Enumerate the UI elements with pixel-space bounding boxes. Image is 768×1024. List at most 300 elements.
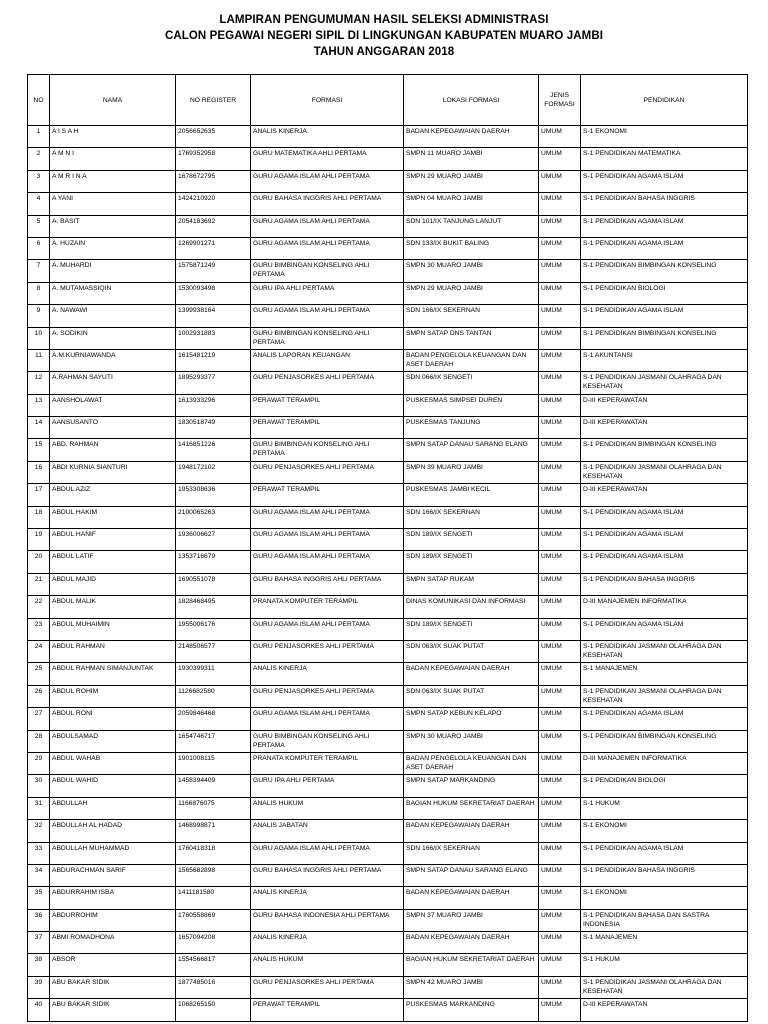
cell-formasi: GURU BAHASA INDONESIA AHLI PERTAMA <box>251 909 404 931</box>
cell-formasi: GURU AGAMA ISLAM AHLI PERTAMA <box>251 237 404 259</box>
table-row <box>28 372 748 394</box>
cell-no: 30 <box>28 775 50 797</box>
cell-nama: ABDULLAH AL HADAD <box>50 820 176 842</box>
cell-formasi: GURU AGAMA ISLAM AHLI PERTAMA <box>251 618 404 640</box>
cell-register: 1953308636 <box>176 484 251 506</box>
cell-formasi: GURU BAHASA INGGRIS AHLI PERTAMA <box>251 573 404 595</box>
cell-formasi: ANALIS KINERJA <box>251 932 404 954</box>
table-row <box>28 148 748 170</box>
cell-nama: ABDUL MUHAIMIN <box>50 618 176 640</box>
cell-nama: ABDUL MALIK <box>50 596 176 618</box>
cell-no: 38 <box>28 954 50 976</box>
table-row <box>28 327 748 349</box>
cell-register: 1830518749 <box>176 417 251 439</box>
cell-no: 23 <box>28 618 50 640</box>
cell-lokasi: SMPN 42 MUARO JAMBI <box>404 976 539 998</box>
cell-nama: ABDUL RONI <box>50 708 176 730</box>
cell-no: 4 <box>28 193 50 215</box>
cell-lokasi: SDN 166/IX SEKERNAN <box>404 506 539 528</box>
cell-no: 5 <box>28 215 50 237</box>
cell-register: 1690551078 <box>176 573 251 595</box>
cell-lokasi: BADAN KEPEGAWAIAN DAERAH <box>404 663 539 685</box>
cell-jenis: UMUM <box>539 282 581 304</box>
cell-jenis: UMUM <box>539 954 581 976</box>
cell-lokasi: SMPN 30 MUARO JAMBI <box>404 260 539 282</box>
cell-pendidikan: S-1 PENDIDIKAN AGAMA ISLAM <box>581 215 748 237</box>
cell-nama: ABDULLAH <box>50 797 176 819</box>
cell-no: 35 <box>28 887 50 909</box>
cell-nama: ABU BAKAR SIDIK <box>50 976 176 998</box>
cell-register: 1955006176 <box>176 618 251 640</box>
cell-formasi: GURU IPA AHLI PERTAMA <box>251 775 404 797</box>
cell-no: 27 <box>28 708 50 730</box>
cell-lokasi: SDN 189/IX SENGETI <box>404 618 539 640</box>
cell-nama: ABDUL MAJID <box>50 573 176 595</box>
cell-jenis: UMUM <box>539 193 581 215</box>
table-row <box>28 842 748 864</box>
table-row <box>28 237 748 259</box>
document-title-line-1: LAMPIRAN PENGUMUMAN HASIL SELEKSI ADMINISTRASI <box>219 14 549 26</box>
cell-nama: ABDUL RAHMAN SIMANJUNTAK <box>50 663 176 685</box>
cell-no: 8 <box>28 282 50 304</box>
table-row <box>28 417 748 439</box>
cell-lokasi: SMPN 11 MUARO JAMBI <box>404 148 539 170</box>
cell-jenis: UMUM <box>539 640 581 662</box>
table-row <box>28 618 748 640</box>
cell-formasi: GURU BIMBINGAN KONSELING AHLI PERTAMA <box>251 327 404 349</box>
cell-nama: A. MUHARDI <box>50 260 176 282</box>
cell-register: 1930399311 <box>176 663 251 685</box>
cell-jenis: UMUM <box>539 820 581 842</box>
cell-pendidikan: D-III MANAJEMEN INFORMATIKA <box>581 596 748 618</box>
cell-lokasi: BAGIAN HUKUM SEKRETARIAT DAERAH <box>404 797 539 819</box>
cell-pendidikan: S-1 PENDIDIKAN BIMBINGAN KONSELING <box>581 260 748 282</box>
cell-no: 25 <box>28 663 50 685</box>
table-row <box>28 170 748 192</box>
cell-no: 20 <box>28 551 50 573</box>
cell-jenis: UMUM <box>539 126 581 148</box>
table-row <box>28 640 748 662</box>
cell-formasi: GURU AGAMA ISLAM AHLI PERTAMA <box>251 551 404 573</box>
cell-jenis: UMUM <box>539 708 581 730</box>
cell-jenis: UMUM <box>539 417 581 439</box>
cell-jenis: UMUM <box>539 596 581 618</box>
cell-no: 40 <box>28 999 50 1021</box>
cell-no: 17 <box>28 484 50 506</box>
cell-formasi: ANALIS KINERJA <box>251 887 404 909</box>
cell-nama: ABDUL WAHAB <box>50 752 176 774</box>
table-row <box>28 932 748 954</box>
cell-pendidikan: S-1 MANAJEMEN <box>581 932 748 954</box>
cell-nama: ABDURRAHIM ISBA <box>50 887 176 909</box>
cell-lokasi: PUSKESMAS TANJUNG <box>404 417 539 439</box>
table-row <box>28 820 748 842</box>
cell-no: 21 <box>28 573 50 595</box>
cell-nama: ABU BAKAR SIDIK <box>50 999 176 1021</box>
cell-no: 26 <box>28 685 50 707</box>
cell-jenis: UMUM <box>539 752 581 774</box>
cell-register: 1678672795 <box>176 170 251 192</box>
table-row <box>28 775 748 797</box>
cell-register: 1002931883 <box>176 327 251 349</box>
cell-jenis: UMUM <box>539 887 581 909</box>
cell-no: 36 <box>28 909 50 931</box>
cell-nama: A. BASIT <box>50 215 176 237</box>
cell-register: 1416851226 <box>176 439 251 461</box>
cell-nama: ABDURROHIM <box>50 909 176 931</box>
table-row <box>28 596 748 618</box>
cell-lokasi: BADAN KEPEGAWAIAN DAERAH <box>404 887 539 909</box>
cell-register: 1760558869 <box>176 909 251 931</box>
cell-nama: ABDUL RAHMAN <box>50 640 176 662</box>
cell-no: 3 <box>28 170 50 192</box>
cell-formasi: GURU BIMBINGAN KONSELING AHLI PERTAMA <box>251 260 404 282</box>
cell-formasi: GURU AGAMA ISLAM AHLI PERTAMA <box>251 506 404 528</box>
cell-jenis: UMUM <box>539 305 581 327</box>
cell-jenis: UMUM <box>539 327 581 349</box>
cell-formasi: GURU PENJASORKES AHLI PERTAMA <box>251 685 404 707</box>
cell-lokasi: BAGIAN HUKUM SEKRETARIAT DAERAH <box>404 954 539 976</box>
cell-jenis: UMUM <box>539 663 581 685</box>
cell-register: 2056652635 <box>176 126 251 148</box>
cell-no: 2 <box>28 148 50 170</box>
cell-formasi: GURU PENJASORKES AHLI PERTAMA <box>251 372 404 394</box>
cell-lokasi: SMPN SATAP MARKANDING <box>404 775 539 797</box>
cell-formasi: ANALIS KINERJA <box>251 126 404 148</box>
cell-nama: A M N I <box>50 148 176 170</box>
cell-no: 24 <box>28 640 50 662</box>
header-nama: NAMA <box>50 75 176 126</box>
cell-nama: ABSOR <box>50 954 176 976</box>
cell-register: 1948172102 <box>176 461 251 483</box>
cell-jenis: UMUM <box>539 775 581 797</box>
cell-jenis: UMUM <box>539 685 581 707</box>
cell-formasi: PERAWAT TERAMPIL <box>251 394 404 416</box>
cell-no: 6 <box>28 237 50 259</box>
table-row <box>28 394 748 416</box>
cell-nama: ABDULLAH MUHAMMAD <box>50 842 176 864</box>
cell-pendidikan: S-1 PENDIDIKAN BIMBINGAN KONSELING <box>581 439 748 461</box>
cell-formasi: ANALIS HUKUM <box>251 954 404 976</box>
cell-pendidikan: D-III KEPERAWATAN <box>581 484 748 506</box>
cell-formasi: GURU PENJASORKES AHLI PERTAMA <box>251 640 404 662</box>
cell-nama: AANSHOLAWAT <box>50 394 176 416</box>
cell-formasi: GURU PENJASORKES AHLI PERTAMA <box>251 976 404 998</box>
cell-no: 12 <box>28 372 50 394</box>
cell-pendidikan: S-1 EKONOMI <box>581 820 748 842</box>
cell-register: 1468998871 <box>176 820 251 842</box>
cell-jenis: UMUM <box>539 484 581 506</box>
cell-register: 2054183692 <box>176 215 251 237</box>
cell-pendidikan: S-1 PENDIDIKAN BAHASA INGGRIS <box>581 193 748 215</box>
table-row <box>28 126 748 148</box>
cell-formasi: ANALIS HUKUM <box>251 797 404 819</box>
cell-no: 1 <box>28 126 50 148</box>
table-row <box>28 708 748 730</box>
cell-lokasi: SMPN 04 MUARO JAMBI <box>404 193 539 215</box>
cell-register: 1458394409 <box>176 775 251 797</box>
cell-nama: A.M.KURNIAWANDA <box>50 349 176 371</box>
cell-lokasi: SMPN SATAP RUKAM <box>404 573 539 595</box>
table-row <box>28 551 748 573</box>
cell-jenis: UMUM <box>539 148 581 170</box>
table-row <box>28 573 748 595</box>
cell-formasi: GURU AGAMA ISLAM AHLI PERTAMA <box>251 305 404 327</box>
document-title-line-3: TAHUN ANGGARAN 2018 <box>313 46 455 58</box>
results-table <box>27 74 748 1022</box>
cell-nama: A M R I N A <box>50 170 176 192</box>
cell-register: 1126682580 <box>176 685 251 707</box>
cell-jenis: UMUM <box>539 999 581 1021</box>
cell-pendidikan: S-1 AKUNTANSI <box>581 349 748 371</box>
cell-register: 1901008115 <box>176 752 251 774</box>
header-register: NO REGISTER <box>176 75 251 126</box>
table-row <box>28 797 748 819</box>
cell-formasi: PERAWAT TERAMPIL <box>251 999 404 1021</box>
cell-lokasi: SMPN 39 MUARO JAMBI <box>404 461 539 483</box>
cell-nama: A. SODIKIN <box>50 327 176 349</box>
cell-lokasi: SDN 066/IX SENGETI <box>404 372 539 394</box>
cell-register: 1769352958 <box>176 148 251 170</box>
cell-jenis: UMUM <box>539 439 581 461</box>
cell-pendidikan: S-1 HUKUM <box>581 797 748 819</box>
cell-pendidikan: D-III KEPERAWATAN <box>581 417 748 439</box>
cell-register: 1615481219 <box>176 349 251 371</box>
cell-no: 10 <box>28 327 50 349</box>
cell-pendidikan: S-1 PENDIDIKAN AGAMA ISLAM <box>581 170 748 192</box>
cell-register: 1613933296 <box>176 394 251 416</box>
cell-pendidikan: S-1 PENDIDIKAN AGAMA ISLAM <box>581 842 748 864</box>
cell-formasi: ANALIS JABATAN <box>251 820 404 842</box>
table-row <box>28 282 748 304</box>
cell-no: 19 <box>28 529 50 551</box>
cell-register: 2059846468 <box>176 708 251 730</box>
cell-jenis: UMUM <box>539 461 581 483</box>
header-pendidikan: PENDIDIKAN <box>581 75 748 126</box>
cell-nama: ABD. RAHMAN <box>50 439 176 461</box>
cell-pendidikan: S-1 PENDIDIKAN AGAMA ISLAM <box>581 237 748 259</box>
cell-register: 1554566817 <box>176 954 251 976</box>
cell-lokasi: BADAN KEPEGAWAIAN DAERAH <box>404 932 539 954</box>
cell-jenis: UMUM <box>539 506 581 528</box>
table-row <box>28 685 748 707</box>
cell-formasi: GURU MATEMATIKA AHLI PERTAMA <box>251 148 404 170</box>
cell-register: 1565682898 <box>176 864 251 886</box>
cell-no: 16 <box>28 461 50 483</box>
cell-lokasi: SDN 166/IX SEKERNAN <box>404 305 539 327</box>
cell-jenis: UMUM <box>539 976 581 998</box>
cell-pendidikan: S-1 PENDIDIKAN BAHASA DAN SASTRA INDONESIA <box>581 909 748 931</box>
cell-jenis: UMUM <box>539 618 581 640</box>
cell-no: 32 <box>28 820 50 842</box>
cell-pendidikan: S-1 PENDIDIKAN JASMANI OLAHRAGA DAN KESEHATAN <box>581 640 748 662</box>
cell-nama: A.RAHMAN SAYUTI <box>50 372 176 394</box>
cell-formasi: GURU AGAMA ISLAM AHLI PERTAMA <box>251 708 404 730</box>
header-no: NO <box>28 75 50 126</box>
cell-jenis: UMUM <box>539 573 581 595</box>
cell-register: 1575871249 <box>176 260 251 282</box>
cell-no: 22 <box>28 596 50 618</box>
cell-nama: ABDUL LATIF <box>50 551 176 573</box>
table-row <box>28 730 748 752</box>
cell-register: 2100065263 <box>176 506 251 528</box>
cell-register: 1424210920 <box>176 193 251 215</box>
cell-register: 1411181580 <box>176 887 251 909</box>
cell-jenis: UMUM <box>539 260 581 282</box>
table-row <box>28 193 748 215</box>
cell-register: 1936006627 <box>176 529 251 551</box>
table-row <box>28 215 748 237</box>
cell-formasi: GURU IPA AHLI PERTAMA <box>251 282 404 304</box>
cell-no: 14 <box>28 417 50 439</box>
cell-nama: AANSUSANTO <box>50 417 176 439</box>
cell-no: 11 <box>28 349 50 371</box>
cell-no: 37 <box>28 932 50 954</box>
cell-lokasi: SMPN SATAP KEBUN KELAPO <box>404 708 539 730</box>
table-row <box>28 909 748 931</box>
header-jenis: JENIS FORMASI <box>539 75 581 126</box>
cell-jenis: UMUM <box>539 864 581 886</box>
cell-jenis: UMUM <box>539 730 581 752</box>
table-row <box>28 506 748 528</box>
table-row <box>28 461 748 483</box>
table-row <box>28 752 748 774</box>
cell-lokasi: BADAN KEPEGAWAIAN DAERAH <box>404 126 539 148</box>
cell-formasi: GURU AGAMA ISLAM AHLI PERTAMA <box>251 215 404 237</box>
cell-no: 29 <box>28 752 50 774</box>
cell-formasi: GURU BAHASA INGGRIS AHLI PERTAMA <box>251 193 404 215</box>
cell-formasi: ANALIS LAPORAN KEUANGAN <box>251 349 404 371</box>
table-header-row <box>28 75 748 126</box>
table-row <box>28 260 748 282</box>
cell-pendidikan: S-1 PENDIDIKAN JASMANI OLAHRAGA DAN KESEHATAN <box>581 461 748 483</box>
cell-pendidikan: S-1 PENDIDIKAN BIMBINGAN KONSELING <box>581 327 748 349</box>
cell-register: 1269901271 <box>176 237 251 259</box>
cell-pendidikan: S-1 HUKUM <box>581 954 748 976</box>
cell-nama: A. NAWAWI <box>50 305 176 327</box>
cell-nama: A. HUZAIN <box>50 237 176 259</box>
table-row <box>28 439 748 461</box>
cell-nama: ABMI ROMADHONA <box>50 932 176 954</box>
table-row <box>28 976 748 998</box>
cell-lokasi: SMPN 30 MUARO JAMBI <box>404 730 539 752</box>
cell-lokasi: SDN 166/IX SEKERNAN <box>404 842 539 864</box>
cell-register: 1399938164 <box>176 305 251 327</box>
cell-nama: ABDUL ROHIM <box>50 685 176 707</box>
cell-pendidikan: S-1 PENDIDIKAN JASMANI OLAHRAGA DAN KESEHATAN <box>581 372 748 394</box>
cell-pendidikan: D-III KEPERAWATAN <box>581 999 748 1021</box>
cell-lokasi: PUSKESMAS SIMPSEI DUREN <box>404 394 539 416</box>
cell-lokasi: SMPN SATAP DANAU SARANG ELANG <box>404 439 539 461</box>
cell-pendidikan: D-III KEPERAWATAN <box>581 394 748 416</box>
cell-no: 7 <box>28 260 50 282</box>
cell-lokasi: SDN 189/IX SENGETI <box>404 551 539 573</box>
cell-no: 15 <box>28 439 50 461</box>
cell-pendidikan: S-1 PENDIDIKAN JASMANI OLAHRAGA DAN KESEHATAN <box>581 685 748 707</box>
table-row <box>28 864 748 886</box>
cell-pendidikan: S-1 PENDIDIKAN AGAMA ISLAM <box>581 506 748 528</box>
cell-nama: A I S A H <box>50 126 176 148</box>
cell-formasi: ANALIS KINERJA <box>251 663 404 685</box>
cell-pendidikan: S-1 PENDIDIKAN AGAMA ISLAM <box>581 305 748 327</box>
cell-register: 1530093498 <box>176 282 251 304</box>
cell-lokasi: DINAS KOMUNIKASI DAN INFORMASI <box>404 596 539 618</box>
cell-pendidikan: S-1 MANAJEMEN <box>581 663 748 685</box>
cell-nama: ABDUL HAKIM <box>50 506 176 528</box>
cell-pendidikan: S-1 PENDIDIKAN AGAMA ISLAM <box>581 618 748 640</box>
cell-lokasi: SMPN SATAP DANAU SARANG ELANG <box>404 864 539 886</box>
cell-lokasi: SDN 063/IX SUAK PUTAT <box>404 685 539 707</box>
cell-nama: ABDI KURNIA SIANTURI <box>50 461 176 483</box>
cell-register: 1068265150 <box>176 999 251 1021</box>
cell-register: 1654746717 <box>176 730 251 752</box>
cell-pendidikan: S-1 PENDIDIKAN BAHASA INGGRIS <box>581 864 748 886</box>
cell-jenis: UMUM <box>539 372 581 394</box>
cell-lokasi: SMPN SATAP DNS TANTAN <box>404 327 539 349</box>
cell-nama: ABDURACHMAN SARIF <box>50 864 176 886</box>
cell-nama: A. MUTAMASSIQIN <box>50 282 176 304</box>
cell-lokasi: SMPN 37 MUARO JAMBI <box>404 909 539 931</box>
cell-register: 1353716679 <box>176 551 251 573</box>
cell-formasi: GURU PENJASORKES AHLI PERTAMA <box>251 461 404 483</box>
cell-lokasi: BADAN PENGELOLA KEUANGAN DAN ASET DAERAH <box>404 349 539 371</box>
cell-register: 1877485016 <box>176 976 251 998</box>
cell-pendidikan: D-III MANAJEMEN INFORMATIKA <box>581 752 748 774</box>
cell-pendidikan: S-1 PENDIDIKAN BIMBINGAN KONSELING <box>581 730 748 752</box>
cell-pendidikan: S-1 PENDIDIKAN AGAMA ISLAM <box>581 529 748 551</box>
cell-lokasi: PUSKESMAS JAMBI KECIL <box>404 484 539 506</box>
table-row <box>28 305 748 327</box>
cell-pendidikan: S-1 PENDIDIKAN BAHASA INGGRIS <box>581 573 748 595</box>
cell-lokasi: BADAN PENGELOLA KEUANGAN DAN ASET DAERAH <box>404 752 539 774</box>
cell-formasi: GURU AGAMA ISLAM AHLI PERTAMA <box>251 529 404 551</box>
cell-lokasi: SDN 133/IX BUKIT BALING <box>404 237 539 259</box>
cell-jenis: UMUM <box>539 529 581 551</box>
cell-register: 1760418318 <box>176 842 251 864</box>
cell-pendidikan: S-1 EKONOMI <box>581 887 748 909</box>
cell-jenis: UMUM <box>539 215 581 237</box>
cell-pendidikan: S-1 PENDIDIKAN MATEMATIKA <box>581 148 748 170</box>
cell-nama: ABDUL AZIZ <box>50 484 176 506</box>
cell-lokasi: PUSKESMAS MARKANDING <box>404 999 539 1021</box>
cell-pendidikan: S-1 EKONOMI <box>581 126 748 148</box>
table-row <box>28 999 748 1021</box>
cell-nama: ABDUL WAHID <box>50 775 176 797</box>
cell-lokasi: SDN 063/IX SUAK PUTAT <box>404 640 539 662</box>
cell-jenis: UMUM <box>539 842 581 864</box>
cell-jenis: UMUM <box>539 170 581 192</box>
cell-lokasi: SMPN 29 MUARO JAMBI <box>404 282 539 304</box>
table-row <box>28 663 748 685</box>
cell-no: 18 <box>28 506 50 528</box>
cell-pendidikan: S-1 PENDIDIKAN BIOLOGI <box>581 282 748 304</box>
cell-register: 2148506577 <box>176 640 251 662</box>
cell-no: 34 <box>28 864 50 886</box>
cell-pendidikan: S-1 PENDIDIKAN JASMANI OLAHRAGA DAN KESEHATAN <box>581 976 748 998</box>
cell-jenis: UMUM <box>539 394 581 416</box>
table-row <box>28 349 748 371</box>
cell-jenis: UMUM <box>539 551 581 573</box>
cell-jenis: UMUM <box>539 237 581 259</box>
cell-lokasi: SDN 101/IX TANJUNG LANJUT <box>404 215 539 237</box>
cell-jenis: UMUM <box>539 349 581 371</box>
cell-no: 9 <box>28 305 50 327</box>
table-row <box>28 529 748 551</box>
header-formasi: FORMASI <box>251 75 404 126</box>
cell-nama: ABDULSAMAD <box>50 730 176 752</box>
cell-lokasi: SDN 189/IX SENGETI <box>404 529 539 551</box>
cell-formasi: GURU AGAMA ISLAM AHLI PERTAMA <box>251 842 404 864</box>
